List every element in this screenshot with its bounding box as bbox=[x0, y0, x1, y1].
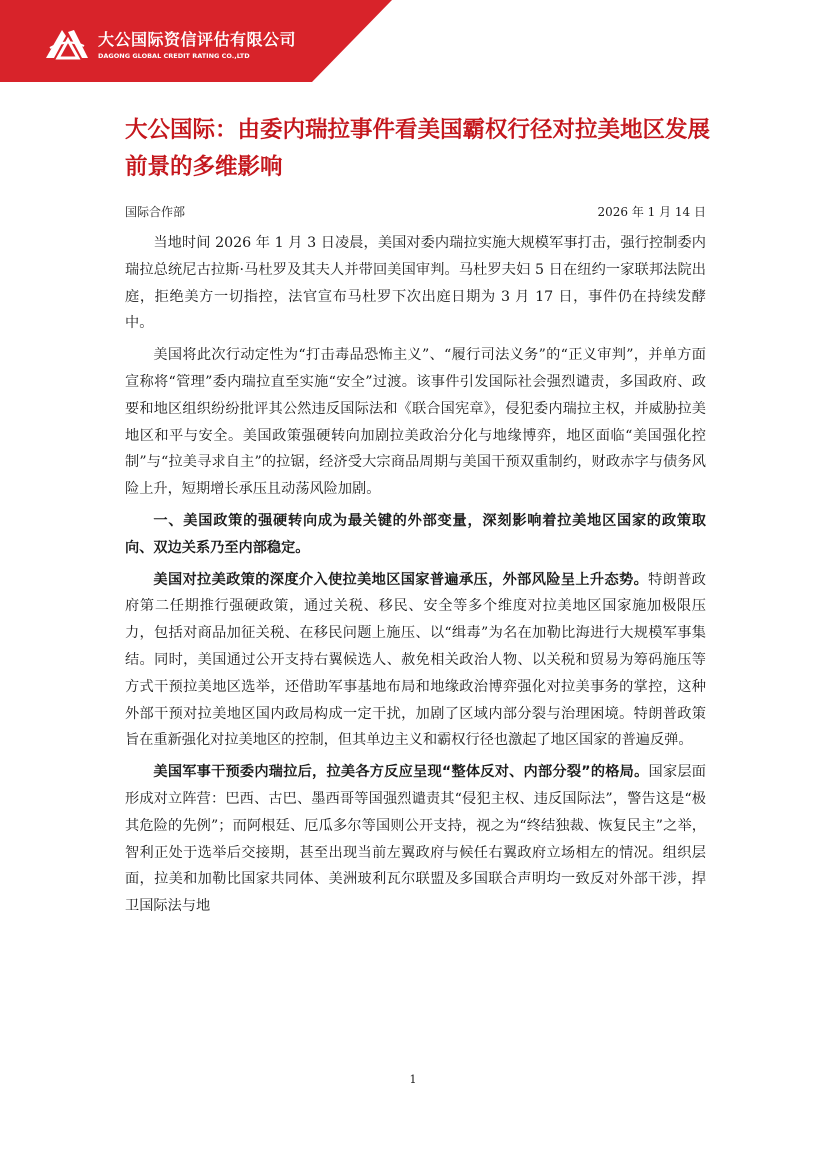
dagong-logo-icon bbox=[44, 26, 90, 60]
paragraph-4 bbox=[125, 759, 706, 920]
article-body bbox=[125, 230, 706, 925]
paragraph-3-text: 特朗普政府第二任期推行强硬政策，通过关税、移民、安全等多个维度对拉美地区国家施加极限压力，包括对商品加征关税、在移民问题上施压、以“缉毒”为名在加勒比海进行大规模军事集结。同时，美国通过公开支持右翼候选人、赦免相关政治人物、以关税和贸易为筹码施压等方式干预拉美地区选举，还借助军事基地布局和地缘政治博弈强化对拉美事务的掌控，这种外部干预对拉美地区国内政局构成一定干扰，加剧了区域内部分裂与治理困境。特朗普政策旨在重新强化对拉美地区的控制，但其单边主义和霸权行径也激起了地区国家的普遍反弹。 bbox=[125, 571, 706, 749]
paragraph-2 bbox=[125, 342, 706, 503]
article-title: 大公国际：由委内瑞拉事件看美国霸权行径对拉美地区发展前景的多维影响 bbox=[125, 117, 711, 180]
paragraph-1-text: 当地时间 2026 年 1 月 3 日凌晨，美国对委内瑞拉实施大规模军事打击，强行控制委内瑞拉总统尼古拉斯·马杜罗及其夫人并带回美国审判。马杜罗夫妇 5 日在纽约一家联邦法院出庭，拒绝美方一切指控，法官宣布马杜罗下次出庭日期为 3 月 17 日，事件仍在持续发酵中。 bbox=[125, 235, 706, 332]
logo-company-name-cn: 大公国际资信评估有限公司 bbox=[98, 30, 297, 49]
article-date: 2026 年 1 月 14 日 bbox=[597, 205, 706, 219]
paragraph-3-lead: 美国对拉美政策的深度介入使拉美地区国家普遍承压，外部风险呈上升态势。 bbox=[153, 571, 649, 588]
paragraph-4-text: 国家层面形成对立阵营：巴西、古巴、墨西哥等国强烈谴责其“侵犯主权、违反国际法”，警告这是“极其危险的先例”；而阿根廷、厄瓜多尔等国则公开支持，视之为“终结独裁、恢复民主”之举，智利正处于选举后交接期，甚至出现当前左翼政府与候任右翼政府立场相左的情况。组织层面，拉美和加勒比国家共同体、美洲玻利瓦尔联盟及多国联合声明均一致反对外部干涉，捍卫国际法与地 bbox=[125, 764, 706, 915]
article-department: 国际合作部 bbox=[125, 205, 186, 219]
paragraph-1 bbox=[125, 230, 706, 337]
logo-company-name-en: DAGONG GLOBAL CREDIT RATING CO.,LTD bbox=[98, 52, 250, 60]
header-band bbox=[0, 0, 826, 82]
paragraph-3 bbox=[125, 567, 706, 755]
section-heading-1: 一、美国政策的强硬转向成为最关键的外部变量，深刻影响着拉美地区国家的政策取向、双边关系乃至内部稳定。 bbox=[125, 512, 706, 556]
page-number: 1 bbox=[409, 1073, 417, 1086]
paragraph-2-text: 美国将此次行动定性为“打击毒品恐怖主义”、“履行司法义务”的“正义审判”，并单方面宣称将“管理”委内瑞拉直至实施“安全”过渡。该事件引发国际社会强烈谴责，多国政府、政要和地区组织纷纷批评其公然违反国际法和《联合国宪章》，侵犯委内瑞拉主权，并威胁拉美地区和平与安全。美国政策强硬转向加剧拉美政治分化与地缘博弈，地区面临“美国强化控制”与“拉美寻求自主”的拉锯，经济受大宗商品周期与美国干预双重制约，财政赤字与债务风险上升，短期增长承压且动荡风险加剧。 bbox=[125, 347, 706, 498]
paragraph-4-lead: 美国军事干预委内瑞拉后，拉美各方反应呈现“整体反对、内部分裂”的格局。 bbox=[153, 764, 649, 781]
